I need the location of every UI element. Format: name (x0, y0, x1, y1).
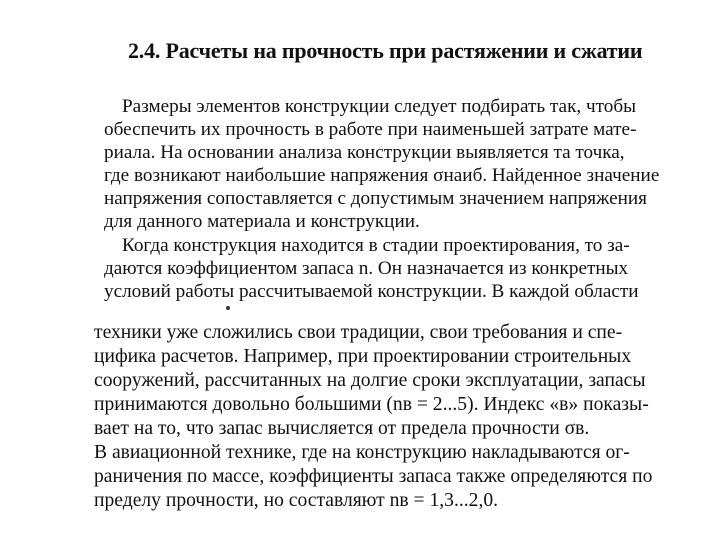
text-line: условий работы рассчитываемой конструкции. В каждой области (104, 281, 639, 302)
text-line: цифика расчетов. Например, при проектировании строительных (94, 346, 632, 367)
scan-dot (226, 306, 230, 310)
section-heading: 2.4. Расчеты на прочность при растяжении и сжатии (128, 38, 643, 63)
text-line: техники уже сложились свои традиции, свои требования и спе- (94, 322, 623, 343)
text-line: раничения по массе, коэффициенты запаса также определяются по (94, 466, 653, 487)
text-line: риала. На основании анализа конструкции выявляется та точка, (104, 142, 625, 163)
text-line: сооружений, рассчитанных на долгие сроки эксплуатации, запасы (94, 370, 646, 391)
text-line: обеспечить их прочность в работе при наименьшей затрате мате- (104, 119, 637, 140)
text-line: даются коэффициентом запаса n. Он назначается из конкретных (104, 258, 629, 279)
text-line: вает на то, что запас вычисляется от предела прочности σв. (94, 418, 590, 439)
text-line: В авиационной технике, где на конструкцию накладываются ог- (94, 442, 630, 463)
text-line: где возникают наибольшие напряжения σнаиб. Найденное значение (104, 165, 660, 186)
text-line: Размеры элементов конструкции следует подбирать так, чтобы (122, 96, 637, 117)
text-line: принимаются довольно большими (nв = 2...5). Индекс «в» показы- (94, 394, 649, 415)
text-line: пределу прочности, но составляют nв = 1,3...2,0. (94, 490, 499, 511)
text-line: Когда конструкция находится в стадии проектирования, то за- (122, 235, 630, 256)
text-line: напряжения сопоставляется с допустимым значением напряжения (104, 188, 648, 209)
text-line: для данного материала и конструкции. (104, 211, 420, 232)
